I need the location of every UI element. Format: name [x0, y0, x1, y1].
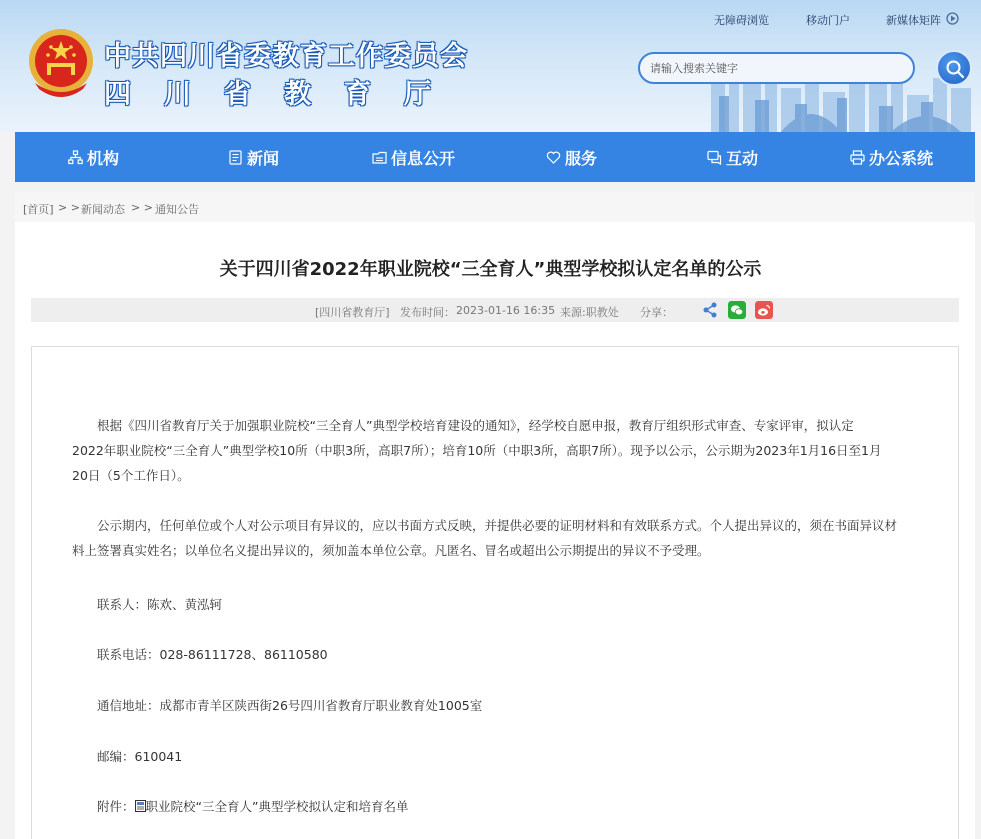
nav-label: 办公系统 — [869, 148, 934, 168]
breadcrumb-separator: > > — [58, 201, 80, 214]
site-header — [0, 0, 981, 132]
paragraph-line: 20日（5个工作日）。 — [72, 468, 190, 483]
article-content — [31, 346, 959, 839]
heart-hand-icon — [546, 150, 561, 165]
paragraph-line: 根据《四川省教育厅关于加强职业院校“三全育人”典型学校培育建设的通知》，经学校自愿申报，教育厅组织形式审查、专家评审，拟认定 — [97, 418, 854, 433]
meta-origin: 来源:职教处 — [560, 306, 619, 319]
attachment-row — [97, 797, 408, 815]
main-nav — [15, 132, 975, 182]
chat-icon — [707, 150, 722, 165]
attachment-label: 附件： — [97, 799, 135, 814]
nav-label: 互动 — [726, 148, 759, 168]
mailing-address: 通信地址：成都市青羊区陕西街26号四川省教育厅职业教育处1005室 — [97, 698, 483, 713]
contact-phone: 联系电话：028-86111728、86110580 — [97, 647, 328, 662]
mobile-portal-link[interactable]: 移动门户 — [806, 14, 850, 27]
search-input[interactable] — [640, 54, 913, 82]
share-icon[interactable] — [701, 301, 719, 319]
breadcrumb — [15, 192, 975, 222]
news-doc-icon — [228, 150, 243, 165]
site-title-line2: 四川省教育厅 — [104, 79, 464, 110]
new-media-icon[interactable] — [946, 12, 959, 25]
paragraph-line: 2022年职业院校“三全育人”典型学校10所（中职3所，高职7所）；培育10所（中职3所，高职7所）。现予以公示，公示期为2023年1月16日至1月 — [72, 443, 882, 458]
breadcrumb-home[interactable]: [首页] — [23, 203, 54, 216]
postcode: 邮编：610041 — [97, 749, 183, 764]
national-emblem-icon — [25, 27, 97, 105]
paragraph-line: 公示期内，任何单位或个人对公示项目有异议的，应以书面方式反映，并提供必要的证明材料和有效联系方式。个人提出异议的，须在书面异议材 — [97, 518, 898, 533]
paragraph-line: 料上签署真实姓名；以单位名义提出异议的，须加盖本单位公章。凡匿名、冒名或超出公示期提出的异议不予受理。 — [72, 543, 710, 558]
contact-person: 联系人：陈欢、黄泓轲 — [97, 597, 223, 612]
file-icon — [135, 800, 146, 812]
paragraph-2 — [72, 513, 922, 563]
printer-icon — [850, 150, 865, 165]
new-media-link[interactable]: 新媒体矩阵 — [886, 14, 941, 27]
paragraph-1 — [72, 413, 922, 488]
wechat-icon[interactable] — [728, 301, 746, 319]
search-button[interactable] — [936, 50, 972, 86]
weibo-icon[interactable] — [755, 301, 773, 319]
nav-label: 机构 — [87, 148, 120, 168]
attachment-link[interactable]: 职业院校“三全育人”典型学校拟认定和培育名单 — [145, 799, 409, 814]
nav-item-service[interactable] — [546, 132, 597, 182]
breadcrumb-notices[interactable]: 通知公告 — [155, 203, 199, 216]
nav-label: 信息公开 — [391, 148, 456, 168]
article-title: 关于四川省2022年职业院校“三全育人”典型学校拟认定名单的公示 — [219, 259, 762, 280]
nav-item-organization[interactable] — [68, 132, 119, 182]
article-meta-bar — [31, 298, 959, 322]
accessibility-link[interactable]: 无障碍浏览 — [714, 14, 769, 27]
meta-publish-label: 发布时间： — [400, 306, 455, 319]
search-icon — [945, 59, 965, 79]
org-chart-icon — [68, 150, 83, 165]
nav-item-news[interactable] — [228, 132, 279, 182]
nav-label: 新闻 — [247, 148, 280, 168]
breadcrumb-news[interactable]: 新闻动态 — [81, 203, 125, 216]
nav-item-interaction[interactable] — [707, 132, 758, 182]
top-links — [0, 12, 981, 28]
meta-share-label: 分享： — [640, 306, 673, 319]
nav-item-office-system[interactable] — [850, 132, 933, 182]
meta-source-tag: [四川省教育厅] — [315, 306, 390, 319]
site-title-line1: 中共四川省委教育工作委员会 — [104, 41, 468, 72]
info-folder-icon — [372, 150, 387, 165]
nav-label: 服务 — [565, 148, 598, 168]
search-box — [638, 52, 915, 84]
nav-item-info-disclosure[interactable] — [372, 132, 455, 182]
breadcrumb-separator: > > — [131, 201, 153, 214]
meta-publish-time: 2023-01-16 16:35 — [456, 304, 556, 317]
